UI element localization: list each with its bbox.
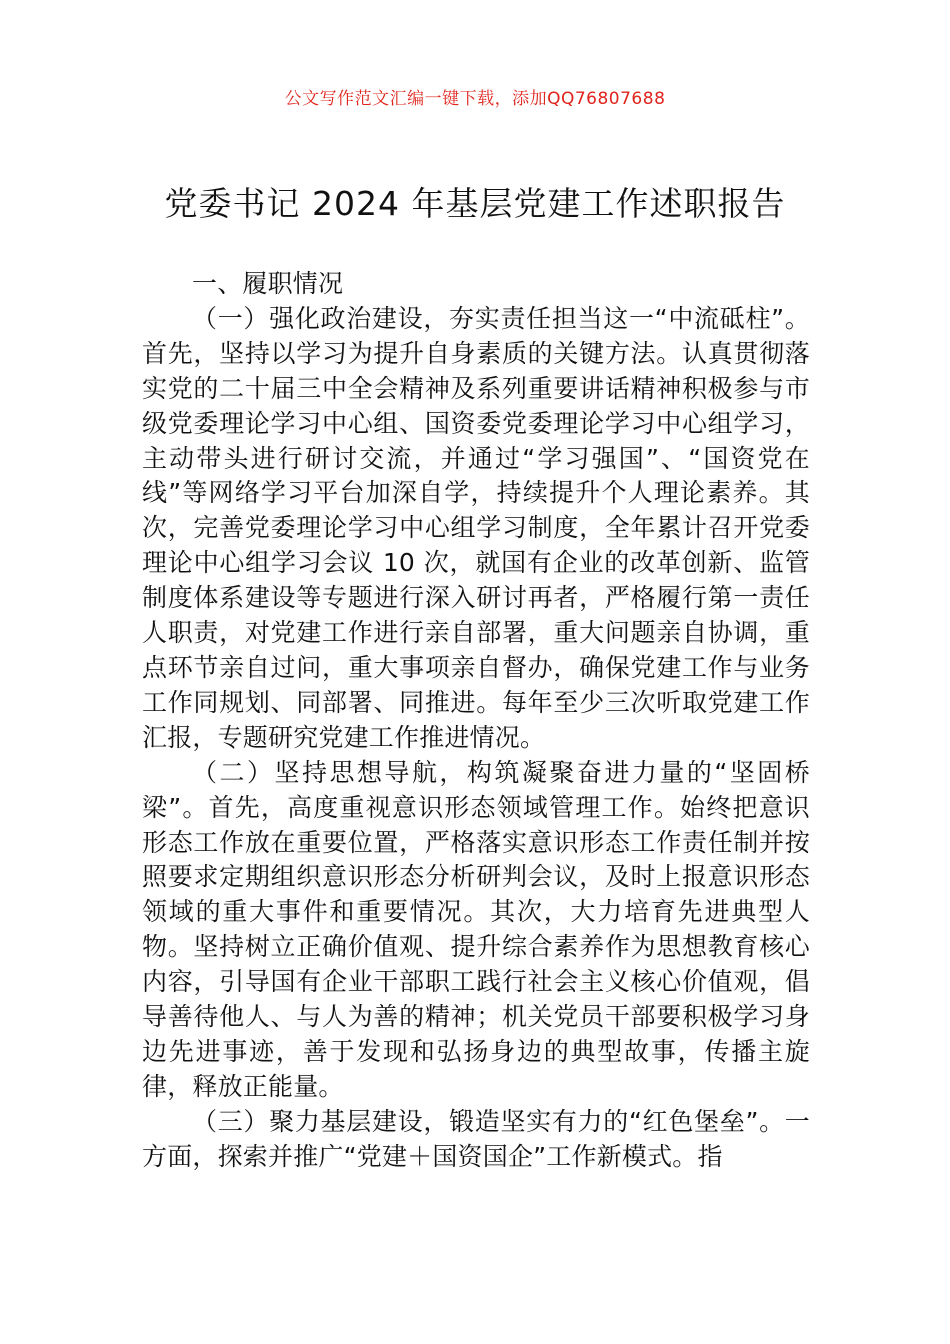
section-heading: 一、履职情况 — [192, 269, 344, 298]
document-body — [142, 267, 810, 1175]
paragraph-2: （二）坚持思想导航，构筑凝聚奋进力量的“坚固桥梁”。首先，高度重视意识形态领域管理工作。始终把意识形态工作放在重要位置，严格落实意识形态工作责任制并按照要求定期组织意识形态分析研判会议，及时上报意识形态领域的重大事件和重要情况。其次，大力培育先进典型人物。坚持树立正确价值观、提升综合素养作为思想教育核心内容，引导国有企业干部职工践行社会主义核心价值观，倡导善待他人、与人为善的精神；机关党员干部要积极学习身边先进事迹，善于发现和弘扬身边的典型故事，传播主旋律，释放正能量。 — [142, 757, 810, 1101]
paragraph-3: （三）聚力基层建设，锻造坚实有力的“红色堡垒”。一方面，探索并推广“党建＋国资国企”工作新模式。指 — [142, 1106, 810, 1171]
paragraph-1: （一）强化政治建设，夯实责任担当这一“中流砥柱”。首先，坚持以学习为提升自身素质的关键方法。认真贯彻落实党的二十届三中全会精神及系列重要讲话精神积极参与市级党委理论学习中心组、国资委党委理论学习中心组学习，主动带头进行研讨交流，并通过“学习强国”、“国资党在线”等网络学习平台加深自学，持续提升个人理论素养。其次，完善党委理论学习中心组学习制度，全年累计召开党委理论中心组学习会议 10 次，就国有企业的改革创新、监管制度体系建设等专题进行深入研讨再者，严格履行第一责任人职责，对党建工作进行亲自部署，重大问题亲自协调，重点环节亲自过问，重大事项亲自督办，确保党建工作与业务工作同规划、同部署、同推进。每年至少三次听取党建工作汇报，专题研究党建工作推进情况。 — [142, 303, 810, 752]
document-title: 党委书记 2024 年基层党建工作述职报告 — [164, 184, 786, 223]
download-banner: 公文写作范文汇编一键下载，添加QQ76807688 — [284, 89, 666, 109]
